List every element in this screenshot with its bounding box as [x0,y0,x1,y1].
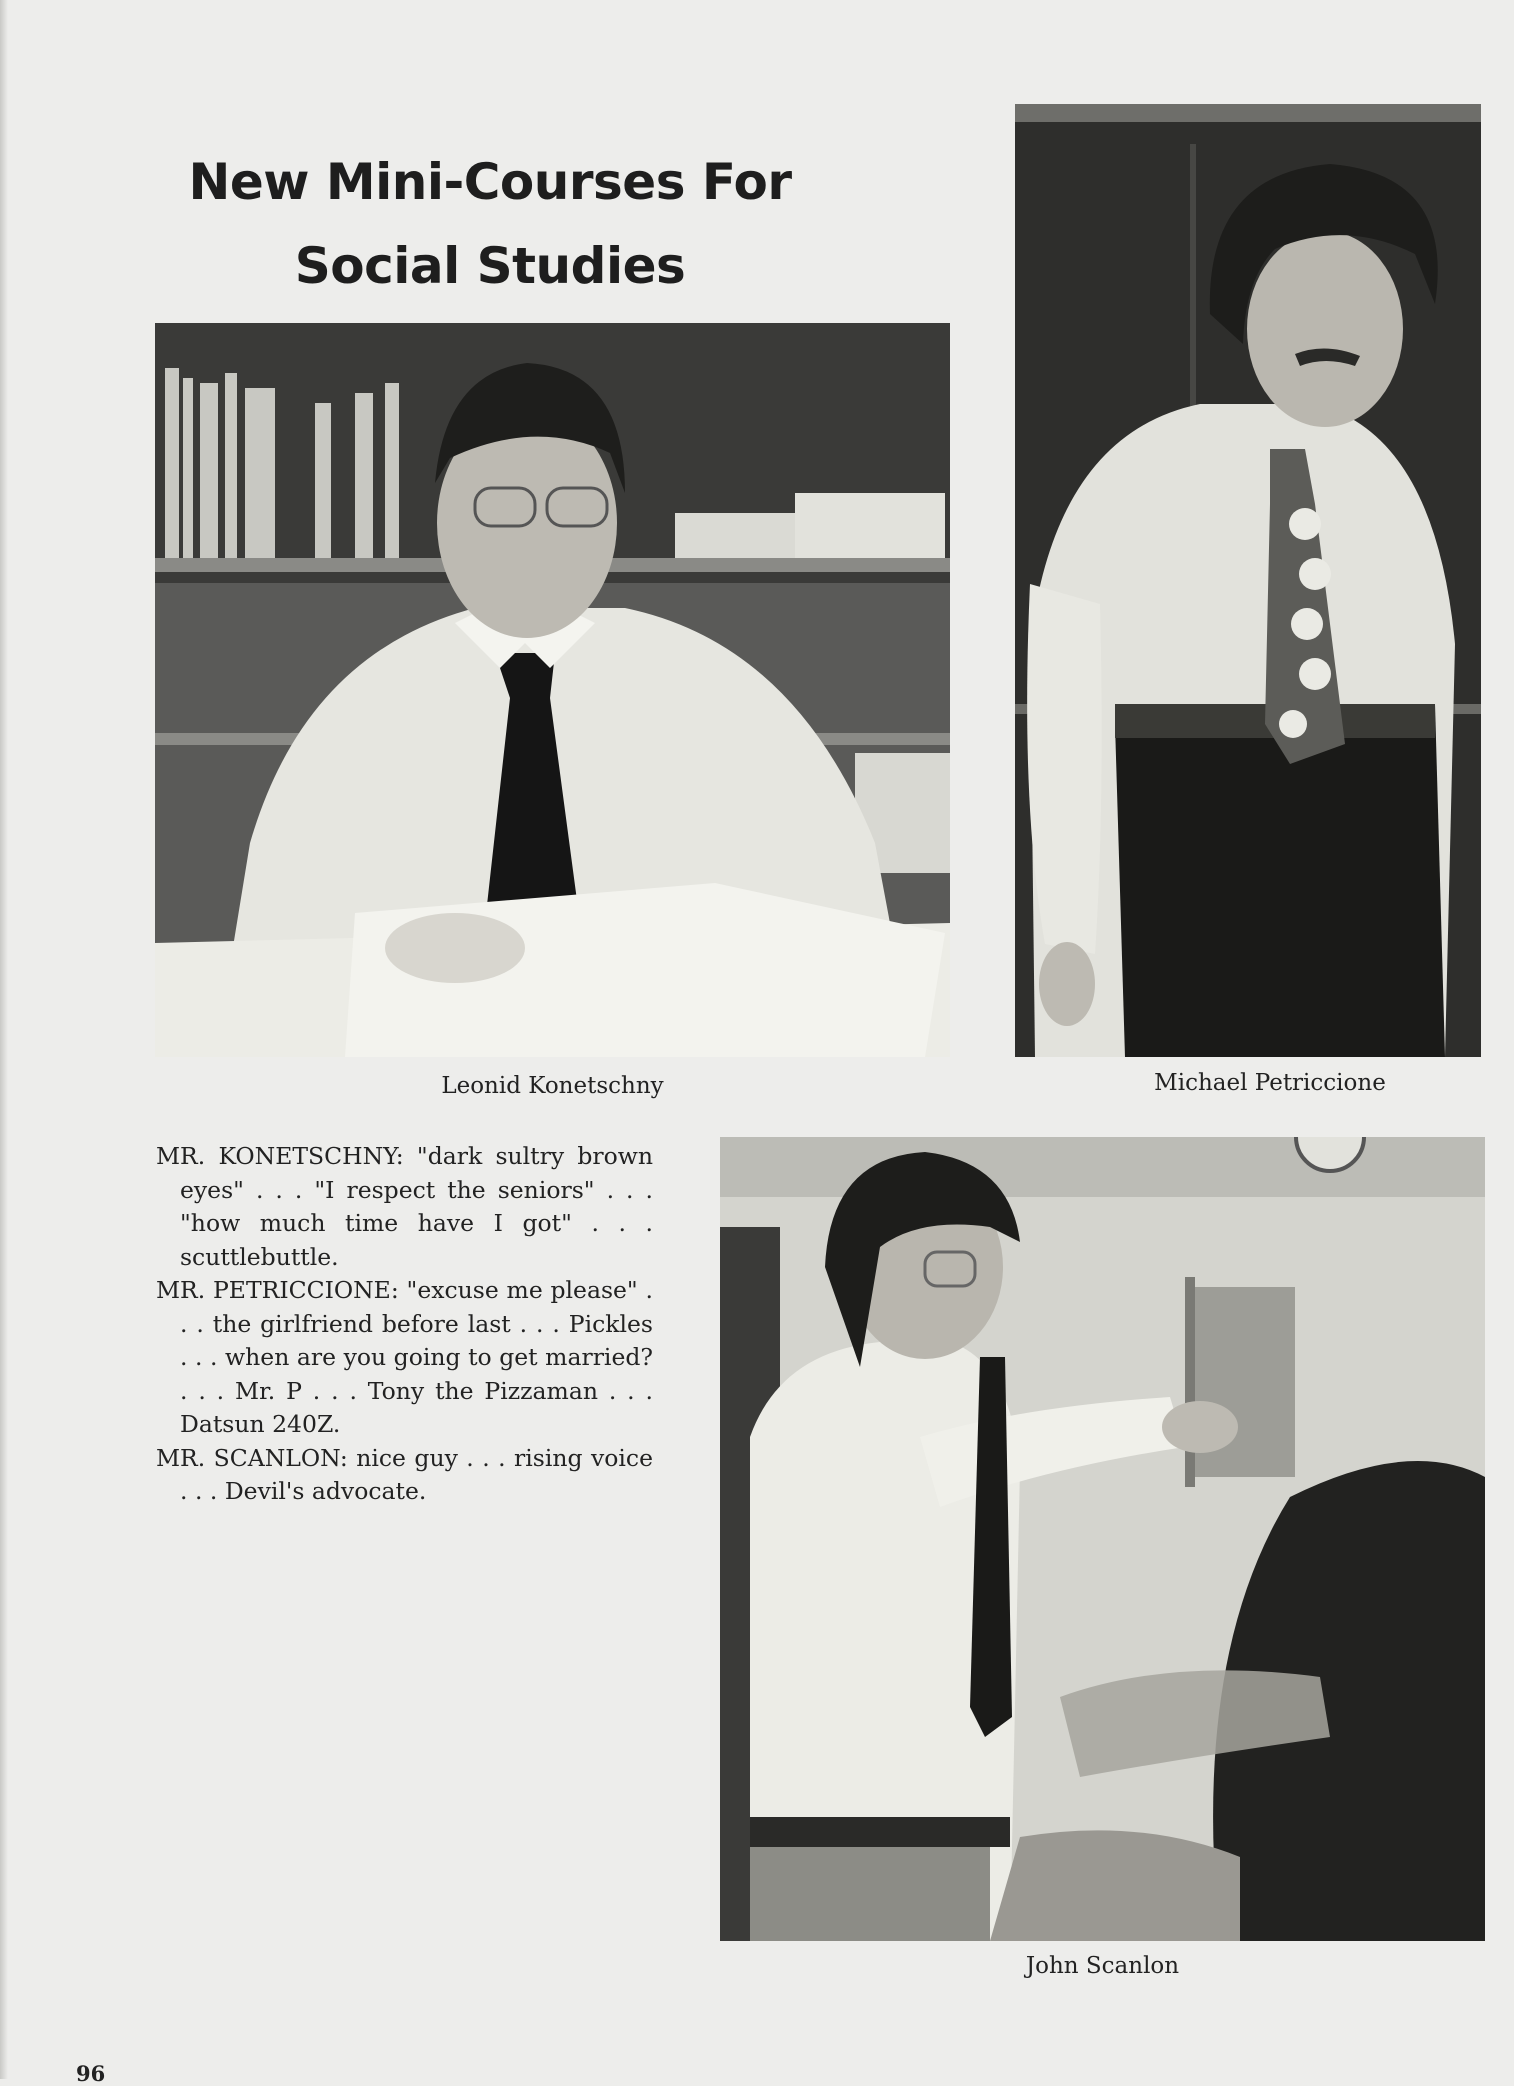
caption-konetschny: Leonid Konetschny [441,1073,664,1099]
note-scanlon: MR. SCANLON: nice guy . . . rising voice . . . Devil's advocate. [156,1443,653,1505]
note-konetschny: MR. KONETSCHNY: "dark sultry brown eyes" . . . "I respect the seniors" . . . "how much time have I got" . . . scuttlebuttle. [156,1142,653,1271]
notes-text [156,1140,653,1509]
caption-scanlon: John Scanlon [1025,1953,1180,1979]
photo-petriccione [1015,104,1481,1057]
note-petriccione: MR. PETRICCIONE: "excuse me please" . . . the girlfriend before last . . . Pickles . . . when are you going to get married? . . . Mr. P . . . Tony the Pizzaman . . . Datsun 240Z. [156,1276,653,1438]
page-edge [0,0,8,2079]
page-title [150,140,830,308]
title-line-1: New Mini-Courses For [188,153,792,211]
photo-scanlon [720,1137,1485,1941]
caption-petriccione: Michael Petriccione [1154,1070,1386,1096]
page-number: 96 [76,2061,106,2086]
photo-konetschny [155,323,950,1057]
title-line-2: Social Studies [294,237,686,295]
